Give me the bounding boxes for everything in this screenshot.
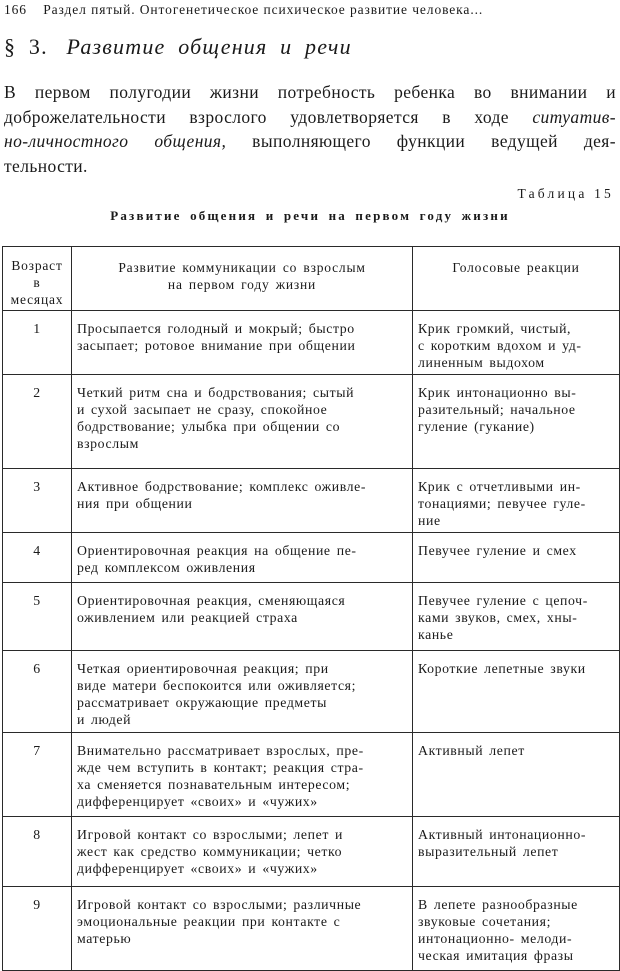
communication-cell: Игровой контакт со взрослыми; лепет и жест как средство коммуникации; четко дифференцирует «своих» и «чужих» [72, 817, 413, 887]
voice-cell: Крик интонационно вы- разительный; начальное гуление (гукание) [413, 375, 620, 469]
age-cell: 5 [3, 583, 72, 651]
voice-cell: Певучее гуление с цепоч- ками звуков, смех, хны- канье [413, 583, 620, 651]
age-cell: 1 [3, 311, 72, 375]
table-row [3, 817, 620, 887]
voice-cell: В лепете разнообразные звуковые сочетания; интонационно- мелоди- ческая имитация фразы [413, 887, 620, 971]
age-cell: 4 [3, 533, 72, 583]
communication-cell: Ориентировочная реакция, сменяющаяся оживлением или реакцией страха [72, 583, 413, 651]
table-row [3, 887, 620, 971]
page-number: 166 [4, 2, 27, 17]
running-head-text: Раздел пятый. Онтогенетическое психическое развитие человека... [43, 2, 484, 17]
paragraph-line: тельности. [4, 155, 88, 176]
age-cell: 3 [3, 469, 72, 533]
header-voice: Голосовые реакции [413, 247, 620, 311]
communication-cell: Игровой контакт со взрослыми; различные эмоциональные реакции при контакте с матерью [72, 887, 413, 971]
age-cell: 9 [3, 887, 72, 971]
communication-cell: Ориентировочная реакция на общение пе- ред комплексом оживления [72, 533, 413, 583]
voice-cell: Певучее гуление и смех [413, 533, 620, 583]
communication-cell: Просыпается голодный и мокрый; быстро засыпает; ротовое внимание при общении [72, 311, 413, 375]
intro-paragraph [4, 80, 616, 178]
table-body [3, 311, 620, 971]
table-row [3, 469, 620, 533]
voice-cell: Активный лепет [413, 733, 620, 817]
voice-cell: Активный интонационно- выразительный лепет [413, 817, 620, 887]
section-title [4, 34, 352, 60]
table-row [3, 733, 620, 817]
table-header-row [3, 247, 620, 311]
age-cell: 8 [3, 817, 72, 887]
age-cell: 2 [3, 375, 72, 469]
paragraph-text: выполняющего функции ведущей дея- [226, 131, 616, 151]
communication-cell: Активное бодрствование; комплекс оживле- ния при общении [72, 469, 413, 533]
running-head [4, 2, 483, 18]
table-row [3, 375, 620, 469]
paragraph-line [4, 105, 616, 130]
section-number: § 3. [4, 34, 48, 59]
paragraph-italic-term: ситуатив- [532, 106, 616, 127]
header-age: Возраст в месяцах [3, 247, 72, 311]
voice-cell: Короткие лепетные звуки [413, 651, 620, 733]
voice-cell: Крик громкий, чистый, с коротким вдохом и уд- линенным выдохом [413, 311, 620, 375]
paragraph-line: В первом полугодии жизни потребность ребенка во внимании и [4, 82, 616, 102]
header-communication: Развитие коммуникации со взрослым на первом году жизни [72, 247, 413, 311]
voice-cell: Крик с отчетливыми ин- тонациями; певучее гуле- ние [413, 469, 620, 533]
communication-cell: Четкая ориентировочная реакция; при виде матери беспокоится или оживляется; рассматривает окружающие предметы и людей [72, 651, 413, 733]
paragraph-text: доброжелательности взрослого удовлетворяется в ходе [4, 106, 533, 127]
section-title-text: Развитие общения и речи [66, 34, 352, 59]
table-caption: Развитие общения и речи на первом году жизни [110, 208, 510, 223]
table-number-label: Таблица 15 [517, 186, 614, 201]
paragraph-italic-term: но-личностного общения, [4, 131, 227, 151]
paragraph-line [4, 129, 616, 154]
table-row [3, 583, 620, 651]
age-cell: 7 [3, 733, 72, 817]
table-row [3, 311, 620, 375]
communication-cell: Четкий ритм сна и бодрствования; сытый и сухой засыпает не сразу, спокойное бодрствование; улыбка при общении со взрослым [72, 375, 413, 469]
development-table [2, 246, 620, 971]
age-cell: 6 [3, 651, 72, 733]
communication-cell: Внимательно рассматривает взрослых, пре- жде чем вступить в контакт; реакция стра- ха сменяется познавательным интересом; дифференцирует «своих» и «чужих» [72, 733, 413, 817]
table-row [3, 651, 620, 733]
table-row [3, 533, 620, 583]
